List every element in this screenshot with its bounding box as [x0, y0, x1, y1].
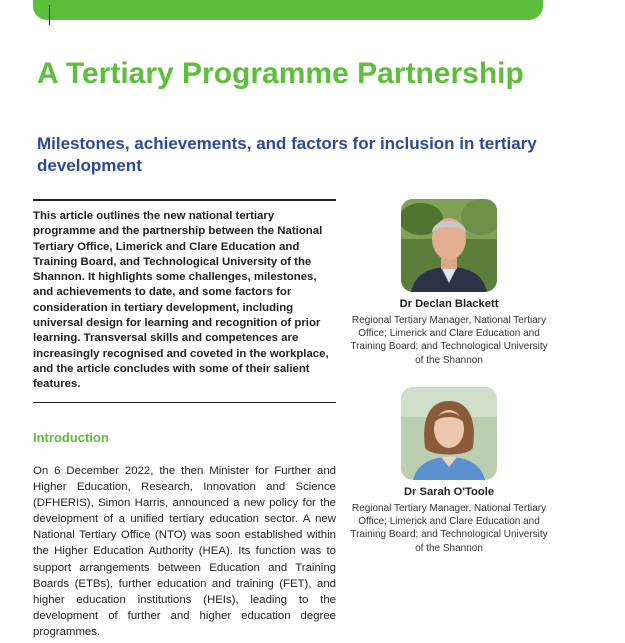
author-photo-declan — [401, 199, 497, 292]
abstract-box — [33, 199, 336, 403]
author-photo-sarah — [401, 387, 497, 480]
author-name: Dr Sarah O'Toole — [403, 486, 495, 498]
author-role: Regional Tertiary Manager, National Tertiary Office; Limerick and Clare Education and Training Board; and Technological University of the Shannon — [350, 315, 548, 366]
article-title: A Tertiary Programme Partnership — [37, 57, 524, 90]
author-card-declan — [349, 199, 549, 367]
article-subtitle: Milestones, achievements, and factors for inclusion in tertiary development — [37, 134, 537, 175]
author-name: Dr Declan Blackett — [399, 298, 499, 310]
author-card-sarah — [349, 387, 549, 555]
section-heading-introduction: Introduction — [33, 430, 109, 445]
header-rule-mark — [49, 5, 50, 25]
intro-paragraph: On 6 December 2022, the then Minister for Further and Higher Education, Research, Innovation and Science (DFHERIS), Simon Harris, announced a new policy for the development of a unified tertiary education sector. A new National Tertiary Office (NTO) was soon established within the Higher Education Authority (HEA). Its function was to support arrangements between Education and Training Boards (ETBs), further education and training (FET), and higher education institutions (HEIs), leading to the development of further and higher education degree programmes. — [33, 465, 336, 638]
header-band — [33, 0, 543, 20]
abstract-text: This article outlines the new national tertiary programme and the partnership between the National Tertiary Office, Limerick and Clare Education and Training Board, and Technological University of the Shannon. It highlights some challenges, milestones, and achievements to date, and some factors for consideration in tertiary development, including universal design for learning and recognition of prior learning. Transversal skills and competences are increasingly recognised and coveted in the workplace, and the article concludes with some of their salient features. — [33, 210, 329, 391]
author-role: Regional Tertiary Manager, National Tertiary Office; Limerick and Clare Education and Training Board; and Technological University of the Shannon — [350, 503, 548, 554]
